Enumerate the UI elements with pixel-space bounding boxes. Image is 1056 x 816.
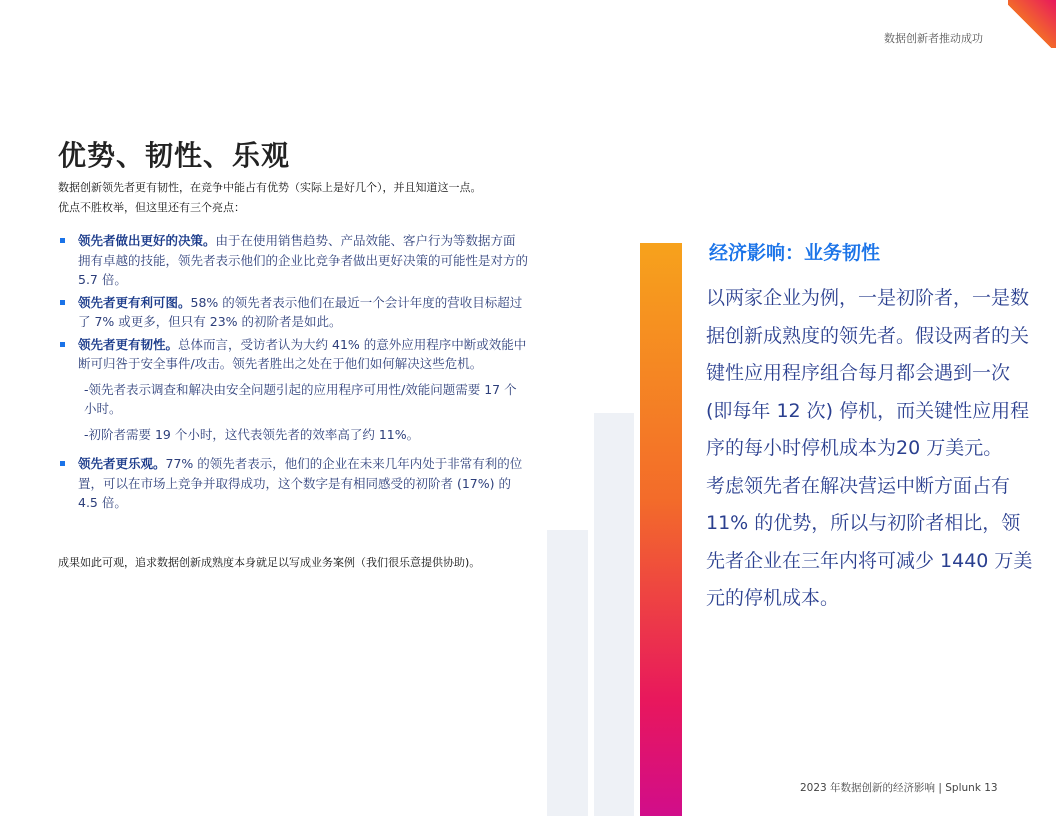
panel-body bbox=[706, 280, 1036, 618]
panel-paragraph: 考虑领先者在解决营运中断方面占有11% 的优势，所以与初阶者相比，领先者企业在三年内将可减少 1440 万美元的停机成本。 bbox=[706, 474, 1033, 609]
bullet-square-icon bbox=[60, 461, 65, 466]
bullet-lead: 领先者更有韧性。 bbox=[78, 336, 179, 352]
list-item bbox=[58, 335, 528, 374]
bullet-lead: 领先者做出更好的决策。 bbox=[78, 233, 216, 248]
bullet-text: 总体而言，受访者认为大约 41% 的意外应用程序中断或效能中断可归咎于安全事件/攻击。领先者胜出之处在于他们如何解决这些危机。 bbox=[78, 336, 527, 371]
sub-point: -初阶者需要 19 个小时，这代表领先者的效率高了约 11%。 bbox=[84, 426, 420, 442]
bullet-lead: 领先者更有利可图。 bbox=[78, 294, 191, 310]
list-item bbox=[58, 231, 528, 290]
page-footer: 2023 年数据创新的经济影响 | Splunk 13 bbox=[800, 782, 998, 794]
list-item bbox=[58, 293, 528, 332]
sub-point: -领先者表示调查和解决由安全问题引起的应用程序可用性/效能问题需要 17 个小时。 bbox=[84, 381, 517, 416]
highlights-list bbox=[58, 231, 528, 516]
bullet-square-icon bbox=[60, 238, 65, 243]
intro-text bbox=[58, 178, 528, 218]
intro-line-2: 优点不胜枚举，但这里还有三个亮点： bbox=[58, 201, 245, 214]
bullet-text: 由于在使用销售趋势、产品效能、客户行为等数据方面拥有卓越的技能，领先者表示他们的企业比竞争者做出更好决策的可能性是对方的 5.7 倍。 bbox=[78, 233, 529, 287]
decorative-bar-gradient bbox=[640, 243, 682, 816]
bullet-text: 58% 的领先者表示他们在最近一个会计年度的营收目标超过了 7% 或更多，但只有 23% 的初阶者是如此。 bbox=[78, 294, 523, 329]
bullet-square-icon bbox=[60, 300, 65, 305]
decorative-bar-light bbox=[547, 530, 588, 816]
panel-paragraph: 以两家企业为例，一是初阶者，一是数据创新成熟度的领先者。假设两者的关键性应用程序组合每月都会遇到一次 (即每年 12 次) 停机，而关键性应用程序的每小时停机成本为20 万美元。 bbox=[706, 287, 1030, 459]
bullet-text: 77% 的领先者表示，他们的企业在未来几年内处于非常有利的位置，可以在市场上竞争并取得成功，这个数字是有相同感受的初阶者 (17%) 的 4.5 倍。 bbox=[78, 456, 523, 510]
closing-text: 成果如此可观，追求数据创新成熟度本身就足以写成业务案例（我们很乐意提供协助)。 bbox=[58, 556, 481, 569]
page-title: 优势、韧性、乐观 bbox=[58, 139, 291, 172]
section-label: 数据创新者推动成功 bbox=[884, 32, 983, 45]
bullet-lead: 领先者更乐观。 bbox=[78, 456, 166, 471]
list-item bbox=[58, 454, 528, 513]
bullet-square-icon bbox=[60, 342, 65, 347]
intro-line-1: 数据创新领先者更有韧性，在竞争中能占有优势（实际上是好几个），并且知道这一点。 bbox=[58, 181, 482, 194]
corner-accent bbox=[1008, 0, 1056, 48]
decorative-bar-light bbox=[594, 413, 634, 816]
panel-title: 经济影响：业务韧性 bbox=[709, 242, 881, 264]
